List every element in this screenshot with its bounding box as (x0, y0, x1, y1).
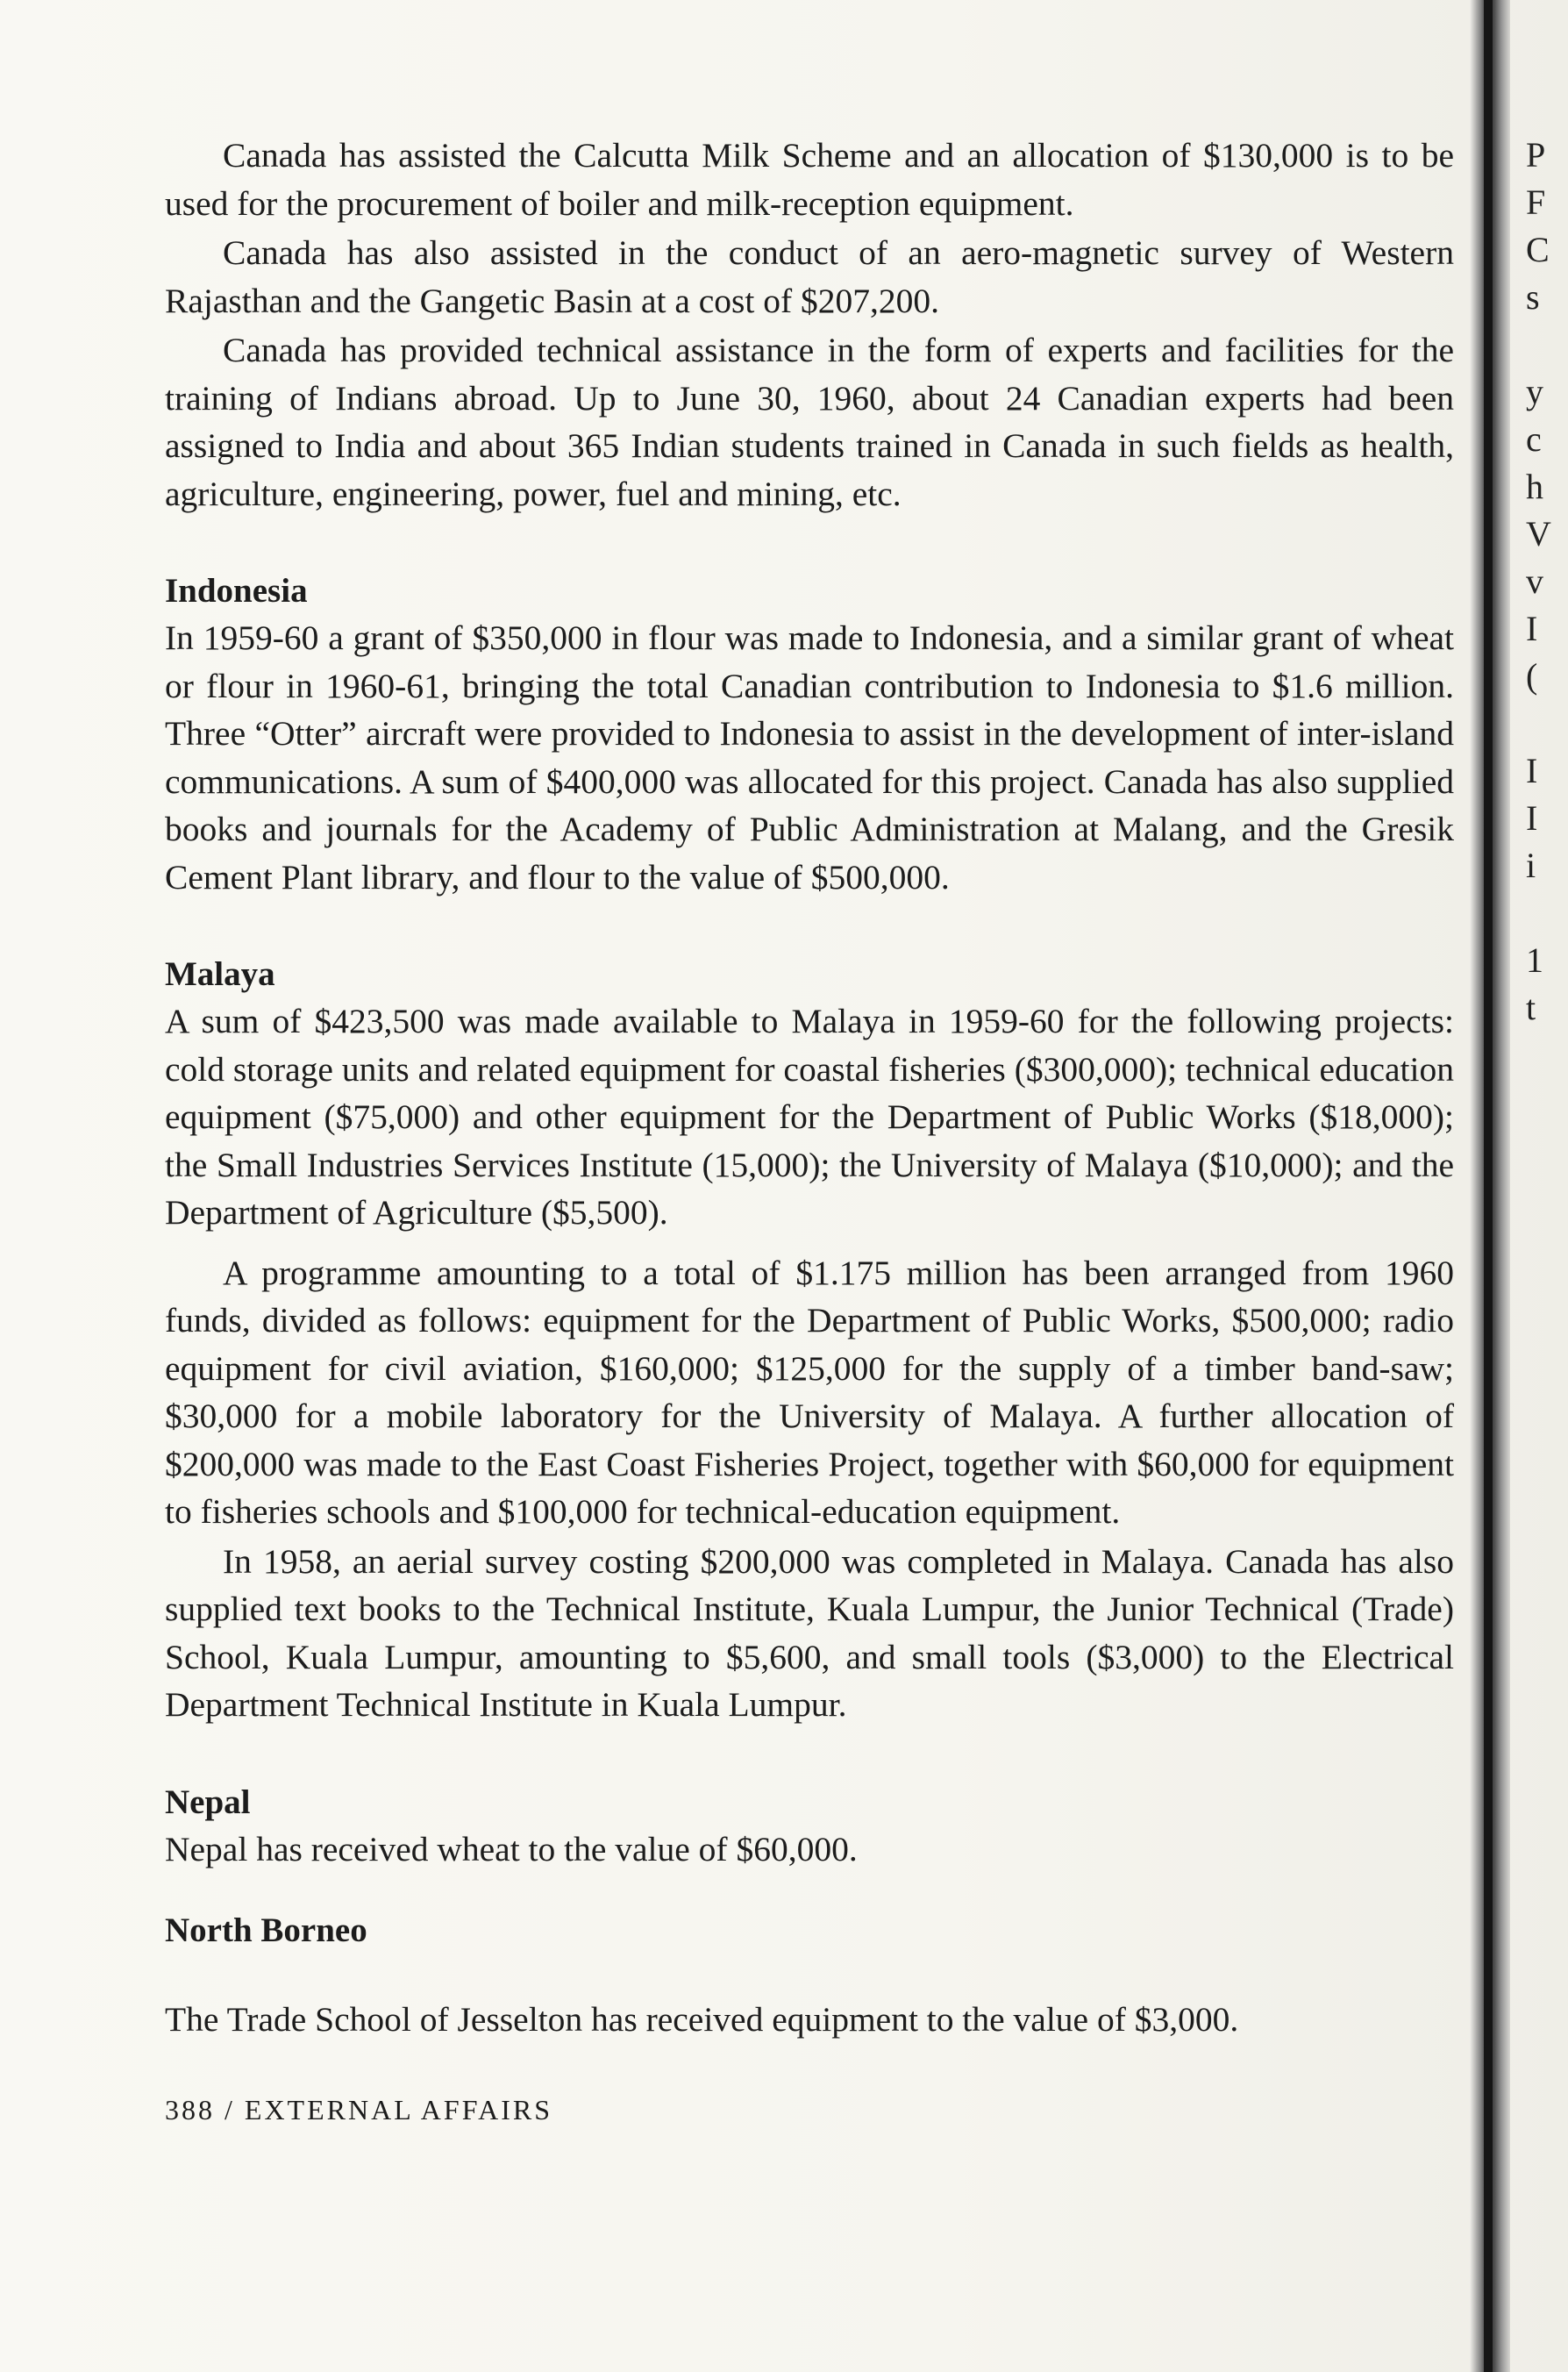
fragment: C (1526, 230, 1550, 269)
fragment: I (1526, 798, 1538, 838)
fragment (1526, 321, 1568, 368)
fragment: F (1526, 182, 1546, 222)
fragment: c (1526, 419, 1542, 459)
section-heading-malaya: Malaya (165, 955, 275, 993)
page-footer: 388 / EXTERNAL AFFAIRS (165, 2093, 553, 2126)
fragment: t (1526, 988, 1536, 1027)
fragment: P (1526, 135, 1546, 175)
fragment: h (1526, 467, 1543, 506)
adjacent-page-fragments (1526, 132, 1568, 1032)
intro-paragraph: Canada has assisted the Calcutta Milk Scheme and an allocation of $130,000 is to be used for the procurement of boiler and milk-reception equipment. (165, 136, 1454, 223)
intro-paragraph: Canada has provided technical assistance in the form of experts and facilities for the training of Indians abroad. Up to June 30, 1960, about 24 Canadian experts had been assigned to India and about 365 Indian students trained in Canada in such fields as health, agriculture, engineering, power, fuel and mining, etc. (165, 331, 1454, 513)
fragment: I (1526, 609, 1538, 648)
binding-shadow (1484, 0, 1493, 2372)
section-paragraph: Nepal has received wheat to the value of $60,000. (165, 1829, 858, 1868)
intro-paragraph: Canada has also assisted in the conduct of an aero-magnetic survey of Western Rajasthan and the Gangetic Basin at a cost of $207,200. (165, 233, 1454, 320)
section-paragraph: In 1958, an aerial survey costing $200,000 was completed in Malaya. Canada has also supplied text books to the Technical Institute, Kuala Lumpur, the Junior Technical (Trade) School, Kuala Lumpur, amounting to $5,600, and small tools ($3,000) to the Electrical Department Technical Institute in Kuala Lumpur. (165, 1541, 1454, 1724)
section-heading-indonesia: Indonesia (165, 572, 308, 610)
fragment: i (1526, 846, 1536, 885)
fragment: ( (1526, 656, 1538, 696)
section-heading-nepal: Nepal (165, 1783, 251, 1821)
fragment (1526, 700, 1568, 747)
text-column (165, 132, 1454, 2133)
fragment: I (1526, 751, 1538, 790)
fragment: v (1526, 561, 1543, 601)
section-heading-north-borneo: North Borneo (165, 1911, 367, 1949)
fragment: s (1526, 277, 1540, 317)
fragment: 1 (1526, 940, 1543, 980)
section-paragraph: A programme amounting to a total of $1.175 million has been arranged from 1960 funds, divided as follows: equipment for the Department of Public Works, $500,000; radio equipment for civil aviation, $160,000; $125,000 for the supply of a timber band-saw; $30,000 for a mobile laboratory for the University of Malaya. A further allocation of $200,000 was made to the East Coast Fisheries Project, together with $60,000 for equipment to fisheries schools and $100,000 for technical-education equipment. (165, 1253, 1454, 1531)
section-paragraph: The Trade School of Jesselton has received equipment to the value of $3,000. (165, 2000, 1239, 2039)
fragment: V (1526, 514, 1551, 554)
fragment (1526, 890, 1568, 937)
fragment: y (1526, 372, 1543, 411)
section-paragraph: In 1959-60 a grant of $350,000 in flour was made to Indonesia, and a similar grant of wheat or flour in 1960-61, bringing the total Canadian contribution to Indonesia to $1.6 million. Three “Otter” aircraft were provided to Indonesia to assist in the development of inter-island communications. A sum of $400,000 was allocated for this project. Canada has also supplied books and journals for the Academy of Public Administration at Malang, and the Gresik Cement Plant library, and flour to the value of $500,000. (165, 618, 1454, 897)
section-paragraph: A sum of $423,500 was made available to Malaya in 1959-60 for the following projects: cold storage units and related equipment for coastal fisheries ($300,000); technical education equipment ($75,000) and other equipment for the Department of Public Works ($18,000); the Small Industries Services Institute (15,000); the University of Malaya ($10,000); and the Department of Agriculture ($5,500). (165, 1002, 1454, 1232)
